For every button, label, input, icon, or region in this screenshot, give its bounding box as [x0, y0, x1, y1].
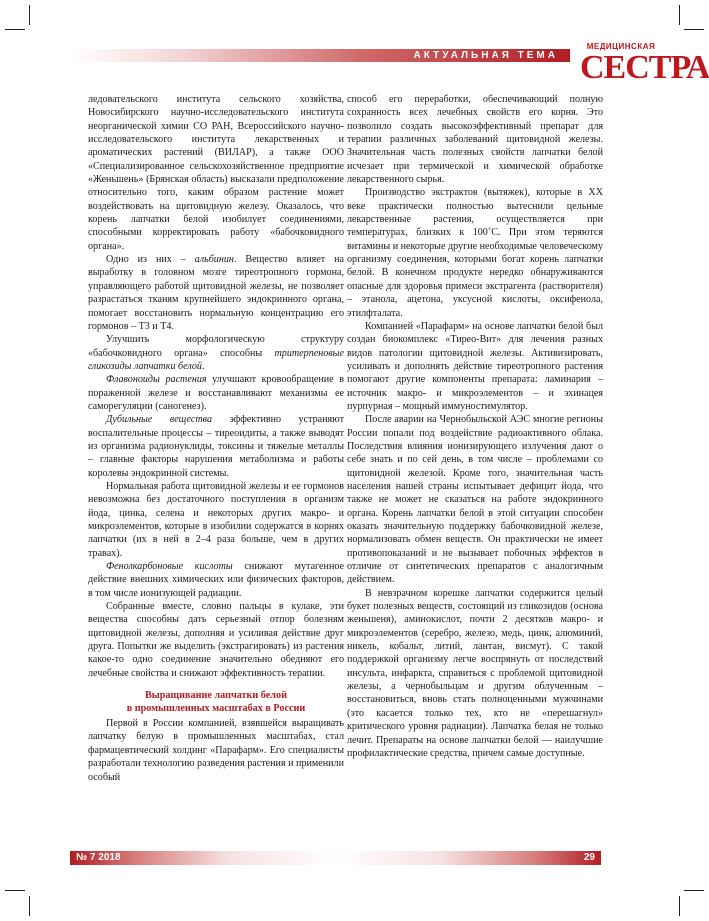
logo-main-text: СЕСТРА — [580, 49, 709, 86]
magazine-logo — [572, 42, 709, 90]
paragraph: Нормальная работа щитовидной железы и ее гормонов невозможна без достаточного поступления в организм йода, цинка, селена и некоторых других макро- и микроэлементов, которые в изобилии содержатся в корнях лапчатки (их в ней в 2–4 раза больше, чем в других травах). — [88, 480, 344, 559]
left-column — [88, 93, 344, 784]
issue-number: № 7 2018 — [76, 852, 121, 863]
crop-mark — [684, 29, 704, 30]
paragraph: Первой в России компанией, взявшейся выращивать лапчатку белую в промышленных масштабах, стал фармацевтический холдинг «Парафарм». Его специалисты разработали технологию разведения растения и применили особый — [88, 718, 344, 783]
crop-mark — [679, 5, 680, 25]
crop-mark — [684, 890, 704, 891]
header-bar — [70, 49, 570, 62]
paragraph: ледовательского института сельского хозяйства, Новосибирского научно-исследовательского института неорганической химии СО РАН, Всероссийского научно-исследовательского института лекарственных и ароматических растений (ВИЛАР), а также ООО «Специализированное сельскохозяйственное предприятие «Женьшень» (Брянская область) высказали предположение относительно того, каким образом растение может воздействовать на щитовидную железу. Оказалось, что корень лапчатки белой изобилует соединениями, способными корректировать работу «бабочковидного органа». — [88, 94, 344, 252]
crop-mark — [679, 896, 680, 916]
paragraph: Улучшить морфологическую структуру «бабочковидного органа» способны тритерпеновые гликозиды лапчатки белой. — [88, 334, 344, 372]
paragraph: Производство экстрактов (вытяжек), которые в ХХ веке практически полностью вытеснили цельные лекарственные растения, осуществляется при температурах, близких к 100˚С. При этом теряются витамины и некоторые другие необходимые человеческому организму соединения, которыми богат корень лапчатки белой. В конечном продукте нередко обнаруживаются опасные для здоровья примеси экстрагента (растворителя) – этанола, ацетона, уксусной кислоты, оксифенола, этилфталата. — [347, 187, 603, 319]
section-title: АКТУАЛЬНАЯ ТЕМА — [413, 50, 558, 61]
right-column — [347, 93, 603, 760]
crop-mark — [29, 896, 30, 916]
paragraph: Компанией «Парафарм» на основе лапчатки белой был создан биокомплекс «Тирео-Вит» для лечения разных видов патологии щитовидной железы. Активизировать, усиливать и дополнять действие тиреотропного растения помогают другие компоненты препарата: ламинария – источник макро- и микроэлементов – и эхинацея пурпурная – мощный иммуностимулятор. — [347, 320, 603, 412]
paragraph: Собранные вместе, словно пальцы в кулаке, эти вещества способны дать серьезный отпор болезням щитовидной железы, дополняя и усиливая действие друг друга. Попытки же выделить (экстрагировать) из растения какое-то одно соединение значительно обедняют его лечебные свойства и снижают эффективность терапии. — [88, 601, 344, 679]
paragraph: способ его переработки, обеспечивающий полную сохранность всех лечебных свойств его корня. Это позволило создать высокоэффективный препарат для терапии различных заболеваний щитовидной железы. Значительная часть полезных свойств лапчатки белой исчезает при термической и химической обработке лекарственного сырья. — [347, 94, 603, 186]
crop-mark — [29, 5, 30, 25]
paragraph: После аварии на Чернобыльской АЭС многие регионы России попали под воздействие радиоактивного облака. Последствия влияния ионизирующего излучения дают о себе знать и по сей день, в том числе – проблемами со щитовидной железой. Кроме того, значительная часть населения нашей страны испытывает дефицит йода, что также не может не сказаться на работе эндокринного органа. Корень лапчатки белой в этой ситуации способен оказать значительную поддержку бабочковидной железе, нормализовать обмен веществ. Он практически не имеет противопоказаний и не вызывает побочных эффектов в отличие от синтетических препаратов с аналогичным действием. — [347, 414, 603, 586]
paragraph: Дубильные вещества эффективно устраняют воспалительные процессы – тиреоидиты, а также выводят из организма радионуклиды, токсины и тяжелые металлы – главные факторы нарушения метаболизма и работы королевы эндокринной системы. — [88, 414, 344, 479]
paragraph: Одно из них – альбинин. Вещество влияет на выработку в головном мозге тиреотропного гормона, управляющего работой щитовидной железы, не позволяет разрастаться тканям крупнейшего эндокринного органа, помогает восстановить нормальную концентрацию его гормонов – Т3 и Т4. — [88, 254, 344, 332]
page-number: 29 — [583, 852, 595, 863]
footer-bar — [70, 851, 601, 865]
crop-mark — [5, 890, 25, 891]
paragraph: В невзрачном корешке лапчатки содержится целый букет полезных веществ, состоящий из гликозидов (основа женьшеня), аминокислот, почти 2 десятков макро- и микроэлементов (серебро, железо, медь, цинк, алюминий, никель, кобальт, литий, лантан, висмут). С такой поддержкой организму легче воспрянуть от последствий инсульта, инфаркта, справиться с проблемой щитовидной железы, а чернобыльцам и другим облученным – восстановиться, вновь стать полноценными мужчинами (это касается только тех, кто не «перешагнул» критического уровня радиации). Лапчатка белая не только лечит. Препараты на основе лапчатки белой — наилучшие профилактические средства, причем самые доступные. — [347, 587, 603, 759]
paragraph: Флавоноиды растения улучшают кровообращение в пораженной железе и восстанавливают механизмы ее саморегуляции (саногенез). — [88, 374, 344, 412]
section-heading: Выращивание лапчатки белой в промышленных масштабах в России — [126, 690, 306, 715]
paragraph: Фенолкарбоновые кислоты снижают мутагенное действие внешних химических или физических факторов, в том числе ионизующей радиации. — [88, 561, 344, 599]
crop-mark — [5, 29, 25, 30]
logo-top-text: МЕДИЦИНСКАЯ — [586, 42, 656, 51]
